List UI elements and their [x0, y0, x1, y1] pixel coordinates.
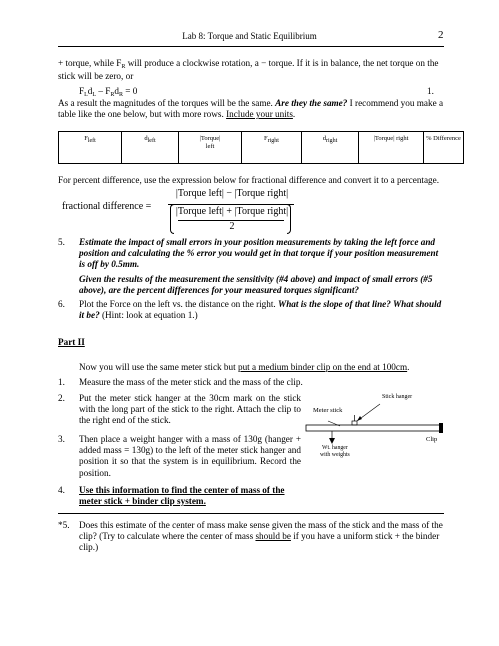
footer-item-text [79, 520, 444, 554]
para-text: . [292, 109, 296, 120]
intro-text: + torque, while F [58, 58, 122, 68]
part-ii-heading: Part II [58, 337, 85, 347]
col-d-right [302, 132, 359, 164]
col-f-right [242, 132, 302, 164]
equation-number: 1. [427, 86, 434, 96]
item-number: 6. [58, 299, 65, 309]
intro-sub: R [121, 64, 126, 70]
label-line: Wt. hanger [322, 445, 348, 451]
eq-part: d [87, 86, 93, 96]
stick-hanger-arrowhead [357, 416, 362, 421]
intro-paragraph [58, 58, 444, 83]
eq-part: F [79, 86, 85, 96]
footer-underlined: should be [255, 531, 291, 542]
step-number: 3. [58, 434, 65, 444]
formula-paren-right [287, 204, 291, 234]
col-torque-left [179, 132, 242, 164]
eq-sub: R [118, 92, 123, 98]
label-meter-stick: Meter stick [313, 407, 343, 414]
header-label: d [144, 135, 148, 142]
para-text: As a result the magnitudes of the torques will be the same. [58, 98, 276, 108]
intro-text: Now you will use the same meter stick but [79, 362, 238, 372]
formula-denominator-bottom: 2 [229, 221, 235, 232]
label-stick-hanger: Stick hanger [382, 394, 413, 400]
footer-item-number: *5. [58, 520, 70, 530]
col-d-left [122, 132, 179, 164]
footer-text: Does this estimate of the center of mass make sense given the mass of the stick and the mass of the clip? (Try to calculate where the center of mass [79, 520, 443, 542]
header-sub: right [267, 138, 279, 144]
meter-stick-bar [306, 425, 440, 431]
page-number: 2 [438, 29, 444, 41]
header-sub: left [87, 138, 96, 144]
para-units: Include your units [226, 109, 293, 120]
part-ii-intro [79, 362, 449, 373]
eq-part: d [114, 86, 119, 96]
col-f-left [59, 132, 122, 164]
eq-sub: L [92, 92, 97, 98]
step-3-text: Then place a weight hanger with a mass of 130g (hanger + added mass = 130g) to the left of the meter stick hanger and position it so that the system is in equilibrium. Record the position. [79, 434, 301, 478]
col-torque-right [359, 132, 424, 164]
intro-text-rest: will produce a clockwise rotation, a − torque. If it is in balance, the net torque on the stick will be zero, or [58, 58, 439, 82]
stick-hanger-clamp [352, 421, 357, 425]
header-sub: left [147, 138, 156, 144]
item-6-hint: (Hint: look at equation 1.) [99, 310, 198, 321]
step-2-text: Put the meter stick hanger at the 30cm mark on the stick with the long part of the stick to the right. Attach the clip to the right end of the stick. [79, 393, 301, 426]
formula-paren-left [170, 204, 174, 234]
footer-text: if you have a uniform stick + the binder clip.) [79, 531, 440, 553]
header-label: % Difference [426, 135, 461, 142]
header-label: F [84, 135, 88, 142]
item-5-text: Estimate the impact of small errors in your position measurements by taking the left force and position and calculating the % error you would get in that torque if your position measurement is off by 0.5mm. [79, 237, 439, 270]
label-wt-hanger [320, 445, 350, 458]
wt-hanger-weight [329, 438, 335, 444]
meter-stick-diagram [300, 388, 450, 468]
eq-sub: L [84, 92, 88, 98]
intro-underlined: put a medium binder clip on the end at 100cm [237, 362, 408, 372]
item-6-question: What is the slope of that line? What should it be? [79, 299, 442, 321]
formula-numerator: |Torque left| − |Torque right| [175, 188, 289, 199]
formula-lhs: fractional difference = [62, 201, 152, 212]
table-header-row [59, 132, 464, 164]
percent-instructions: For percent difference, use the expression below for fractional difference and convert it to a percentage. [58, 175, 440, 185]
step-4-text: Use this information to find the center of mass of the meter stick + binder clip system. [79, 485, 285, 507]
eq-part: – F [96, 86, 111, 96]
section-rule [58, 513, 444, 514]
formula-denominator-top: |Torque left| + |Torque right| [175, 206, 289, 217]
item-5-text2: Given the results of the measurement the sensitivity (#4 above) and impact of small errors (#5 above), are the percent differences for your measured torques significant? [79, 274, 433, 296]
header-label: d [322, 135, 326, 142]
page-header-title: Lab 8: Torque and Static Equilibrium [182, 31, 317, 41]
step-number: 4. [58, 485, 65, 495]
header-sub: right [325, 138, 338, 144]
para-question: Are they the same? [275, 98, 348, 108]
item-number: 5. [58, 237, 65, 247]
step-number: 2. [58, 393, 65, 403]
formula-fraction-bar [168, 204, 294, 205]
label-clip: Clip [426, 436, 438, 443]
binder-clip [439, 423, 443, 433]
para-text: I recommend you make a table like the one below, but with more rows. [58, 98, 444, 120]
header-label: F [264, 135, 268, 142]
header-rule [58, 46, 444, 47]
header-label-line2: left [205, 142, 215, 150]
step-1-text: Measure the mass of the meter stick and the mass of the clip. [79, 377, 303, 387]
eq-sub: R [110, 92, 115, 98]
eq-part: = 0 [123, 86, 138, 96]
item-6-part: Plot the Force on the left vs. the distance on the right. [79, 299, 279, 309]
intro-text: . [407, 362, 410, 372]
step-number: 1. [58, 377, 65, 387]
header-label: |Torque| [199, 135, 221, 142]
header-label: |Torque| right [373, 135, 409, 142]
col-percent-diff [424, 132, 464, 164]
item-6-text [79, 299, 444, 321]
label-line: with weights [320, 451, 350, 458]
table-instructions [58, 98, 444, 120]
torque-table [58, 131, 464, 164]
